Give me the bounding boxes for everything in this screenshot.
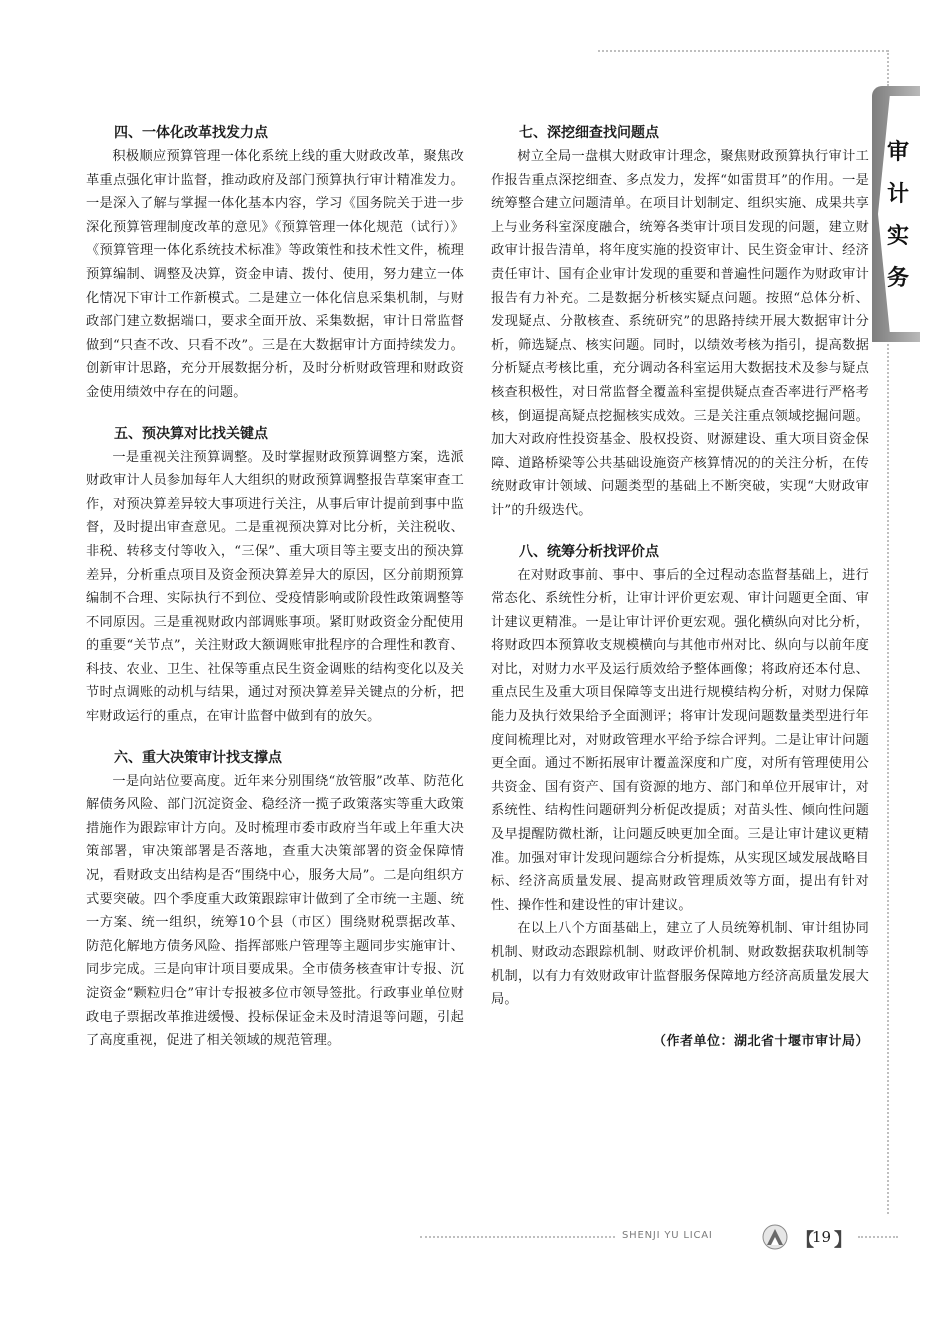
right-dotted-rule-bottom: [887, 344, 889, 1214]
section-integration-reform: [86, 122, 464, 405]
section-heading: 四、一体化改革找发力点: [114, 125, 268, 141]
section-heading: 八、统筹分析找评价点: [519, 543, 659, 560]
section-heading: 六、重大决策审计找支撑点: [114, 749, 282, 766]
body-paragraph: 一是重视关注预算调整。及时掌握财政预算调整方案，选派财政审计人员参加每年人大组织的财政预算调整报告草案审查工作，对预决算差异较大事项进行关注，从事后审计提前到事中监督，及时提出审查意见。二是重视预决算对比分析，关注税收、非税、转移支付等收入，“三保”、重大项目等主要支出的预决算差异，分析重点项目及资金预决算差异大的原因，区分前期预算编制不合理、实际执行不到位、受疫情影响或阶段性政策调整等不同原因。三是重视财政内部调账事项。紧盯财政资金分配使用的重要“关节点”，关注财政大额调账审批程序的合理性和教育、科技、农业、卫生、社保等重点民生资金调账的结构变化以及关节时点调账的动机与结果，通过对预决算差异关键点的分析，把牢财政运行的重点，在审计监督中做到有的放矢。: [86, 449, 464, 725]
section-overall-analysis: [491, 541, 869, 1012]
body-paragraph: 树立全局一盘棋大财政审计理念，聚焦财政预算执行审计工作报告重点深挖细查、多点发力，发挥“如雷贯耳”的作用。一是统筹整合建立问题清单。在项目计划制定、组织实施、成果共享上与业务科室深度融合，统筹各类审计项目发现的问题，建立财政审计报告清单，将年度实施的投资审计、民生资金审计、经济责任审计、国有企业审计发现的重要和普遍性问题作为财政审计报告有力补充。二是数据分析核实疑点问题。按照“总体分析、发现疑点、分散核查、系统研究”的思路持续开展大数据审计分析，筛选疑点、核实问题。同时，以绩效考核为指引，提高数据分析疑点考核比重，充分调动各科室运用大数据技术及参与疑点核查积极性，对日常监督全覆盖科室提供疑点查否率进行严格考核，倒逼提高疑点挖掘核实成效。三是关注重点领域挖掘问题。加大对政府性投资基金、股权投资、财源建设、重大项目资金保障、道路桥梁等公共基础设施资产核算情况的的关注分析，在传统财政审计领域、问题类型的基础上不断突破，实现“大财政审计”的升级迭代。: [491, 149, 869, 518]
section-heading: 五、预决算对比找关键点: [114, 425, 268, 442]
body-paragraph: 积极顺应预算管理一体化系统上线的重大财政改革，聚焦改革重点强化审计监督，推动政府及部门预算执行审计精准发力。一是深入了解与掌握一体化基本内容，学习《国务院关于进一步深化预算管理制度改革的意见》《预算管理一体化规范（试行）》《预算管理一体化系统技术标准》等政策性和技术性文件，梳理预算编制、调整及决算，资金申请、拨付、使用，努力建立一体化情况下审计工作新模式。二是建立一体化信息采集机制，与财政部门建立数据端口，要求全面开放、采集数据，审计日常监督做到“只查不改、只看不改”。三是在大数据审计方面持续发力。创新审计思路，充分开展数据分析，及时分析财政管理和财政资金使用绩效中存在的问题。: [86, 149, 464, 400]
column-tab-char: 计: [886, 182, 909, 207]
column-tab-label: [878, 132, 918, 300]
body-paragraph: 在对财政事前、事中、事后的全过程动态监督基础上，进行常态化、系统性分析，让审计评价更宏观、审计问题更全面、审计建议更精准。一是让审计评价更宏观。强化横纵向对比分析，将财政四本预算收支规模横向与其他市州对比、纵向与以前年度对比，对财力水平及运行质效给予整体画像；将政府还本付息、重点民生及重大项目保障等支出进行规模结构分析，对财力保障能力及执行效果给予全面测评；将审计发现问题数量类型进行年度间梳理比对，对财政管理水平给予综合评判。二是让审计问题更全面。通过不断拓展审计覆盖深度和广度，对所有管理使用公共资金、国有资产、国有资源的地方、部门和单位开展审计，对系统性、结构性问题研判分析促改提质；对苗头性、倾向性问题及早提醒防微杜渐，让问题反映更加全面。三是让审计建议更精准。加强对审计发现问题综合分析提炼，从实现区域发展战略目标、经济高质量发展、提高财政管理质效等方面，提出有针对性、操作性和建设性的审计建议。: [491, 567, 869, 913]
journal-logo-icon: [760, 1224, 790, 1250]
top-dotted-rule: [598, 50, 888, 52]
page-number-bracket-left: 【: [796, 1230, 814, 1251]
body-paragraph: 一是向站位要高度。近年来分别围绕“放管服”改革、防范化解债务风险、部门沉淀资金、稳经济一揽子政策落实等重大政策措施作为跟踪审计方向。及时梳理市委市政府当年或上年重大决策部署，审决策部署是否落地，查重大决策部署的资金保障情况，看财政支出结构是否“围绕中心，服务大局”。二是向组织方式要突破。四个季度重大政策跟踪审计做到了全市统一主题、统一方案、统一组织，统筹10个县（市区）围绕财税票据改革、防范化解地方债务风险、指挥部账户管理等主题同步实施审计、同步完成。三是向审计项目要成果。全市债务核查审计专报、沉淀资金“颗粒归仓”审计专报被多位市领导签批。行政事业单位财政电子票据改革推进缓慢、投标保证金未及时清退等问题，引起了高度重视，促进了相关领域的规范管理。: [86, 773, 464, 1049]
page-number: 19: [812, 1228, 832, 1246]
section-major-decisions: [86, 747, 464, 1053]
right-dotted-rule-top: [887, 50, 889, 86]
body-paragraph: 在以上八个方面基础上，建立了人员统筹机制、审计组协同机制、财政动态跟踪机制、财政评价机制、财政数据获取机制等机制，以有力有效财政审计监督服务保障地方经济高质量发展大局。: [491, 921, 869, 1008]
section-heading: 七、深挖细查找问题点: [519, 125, 659, 141]
column-tab-char: 实: [886, 224, 909, 249]
author-affiliation: （作者单位：湖北省十堰市审计局）: [652, 1033, 869, 1049]
column-tab-char: 务: [886, 266, 909, 291]
section-deep-investigation: [491, 122, 869, 523]
column-tab-char: 审: [886, 140, 909, 165]
section-budget-comparison: [86, 423, 464, 729]
left-column: [86, 122, 464, 1071]
right-column: [491, 122, 869, 1049]
page-footer: [0, 1222, 950, 1252]
page-number-bracket-right: 】: [834, 1230, 852, 1251]
journal-name: SHENJI YU LICAI: [622, 1230, 713, 1241]
